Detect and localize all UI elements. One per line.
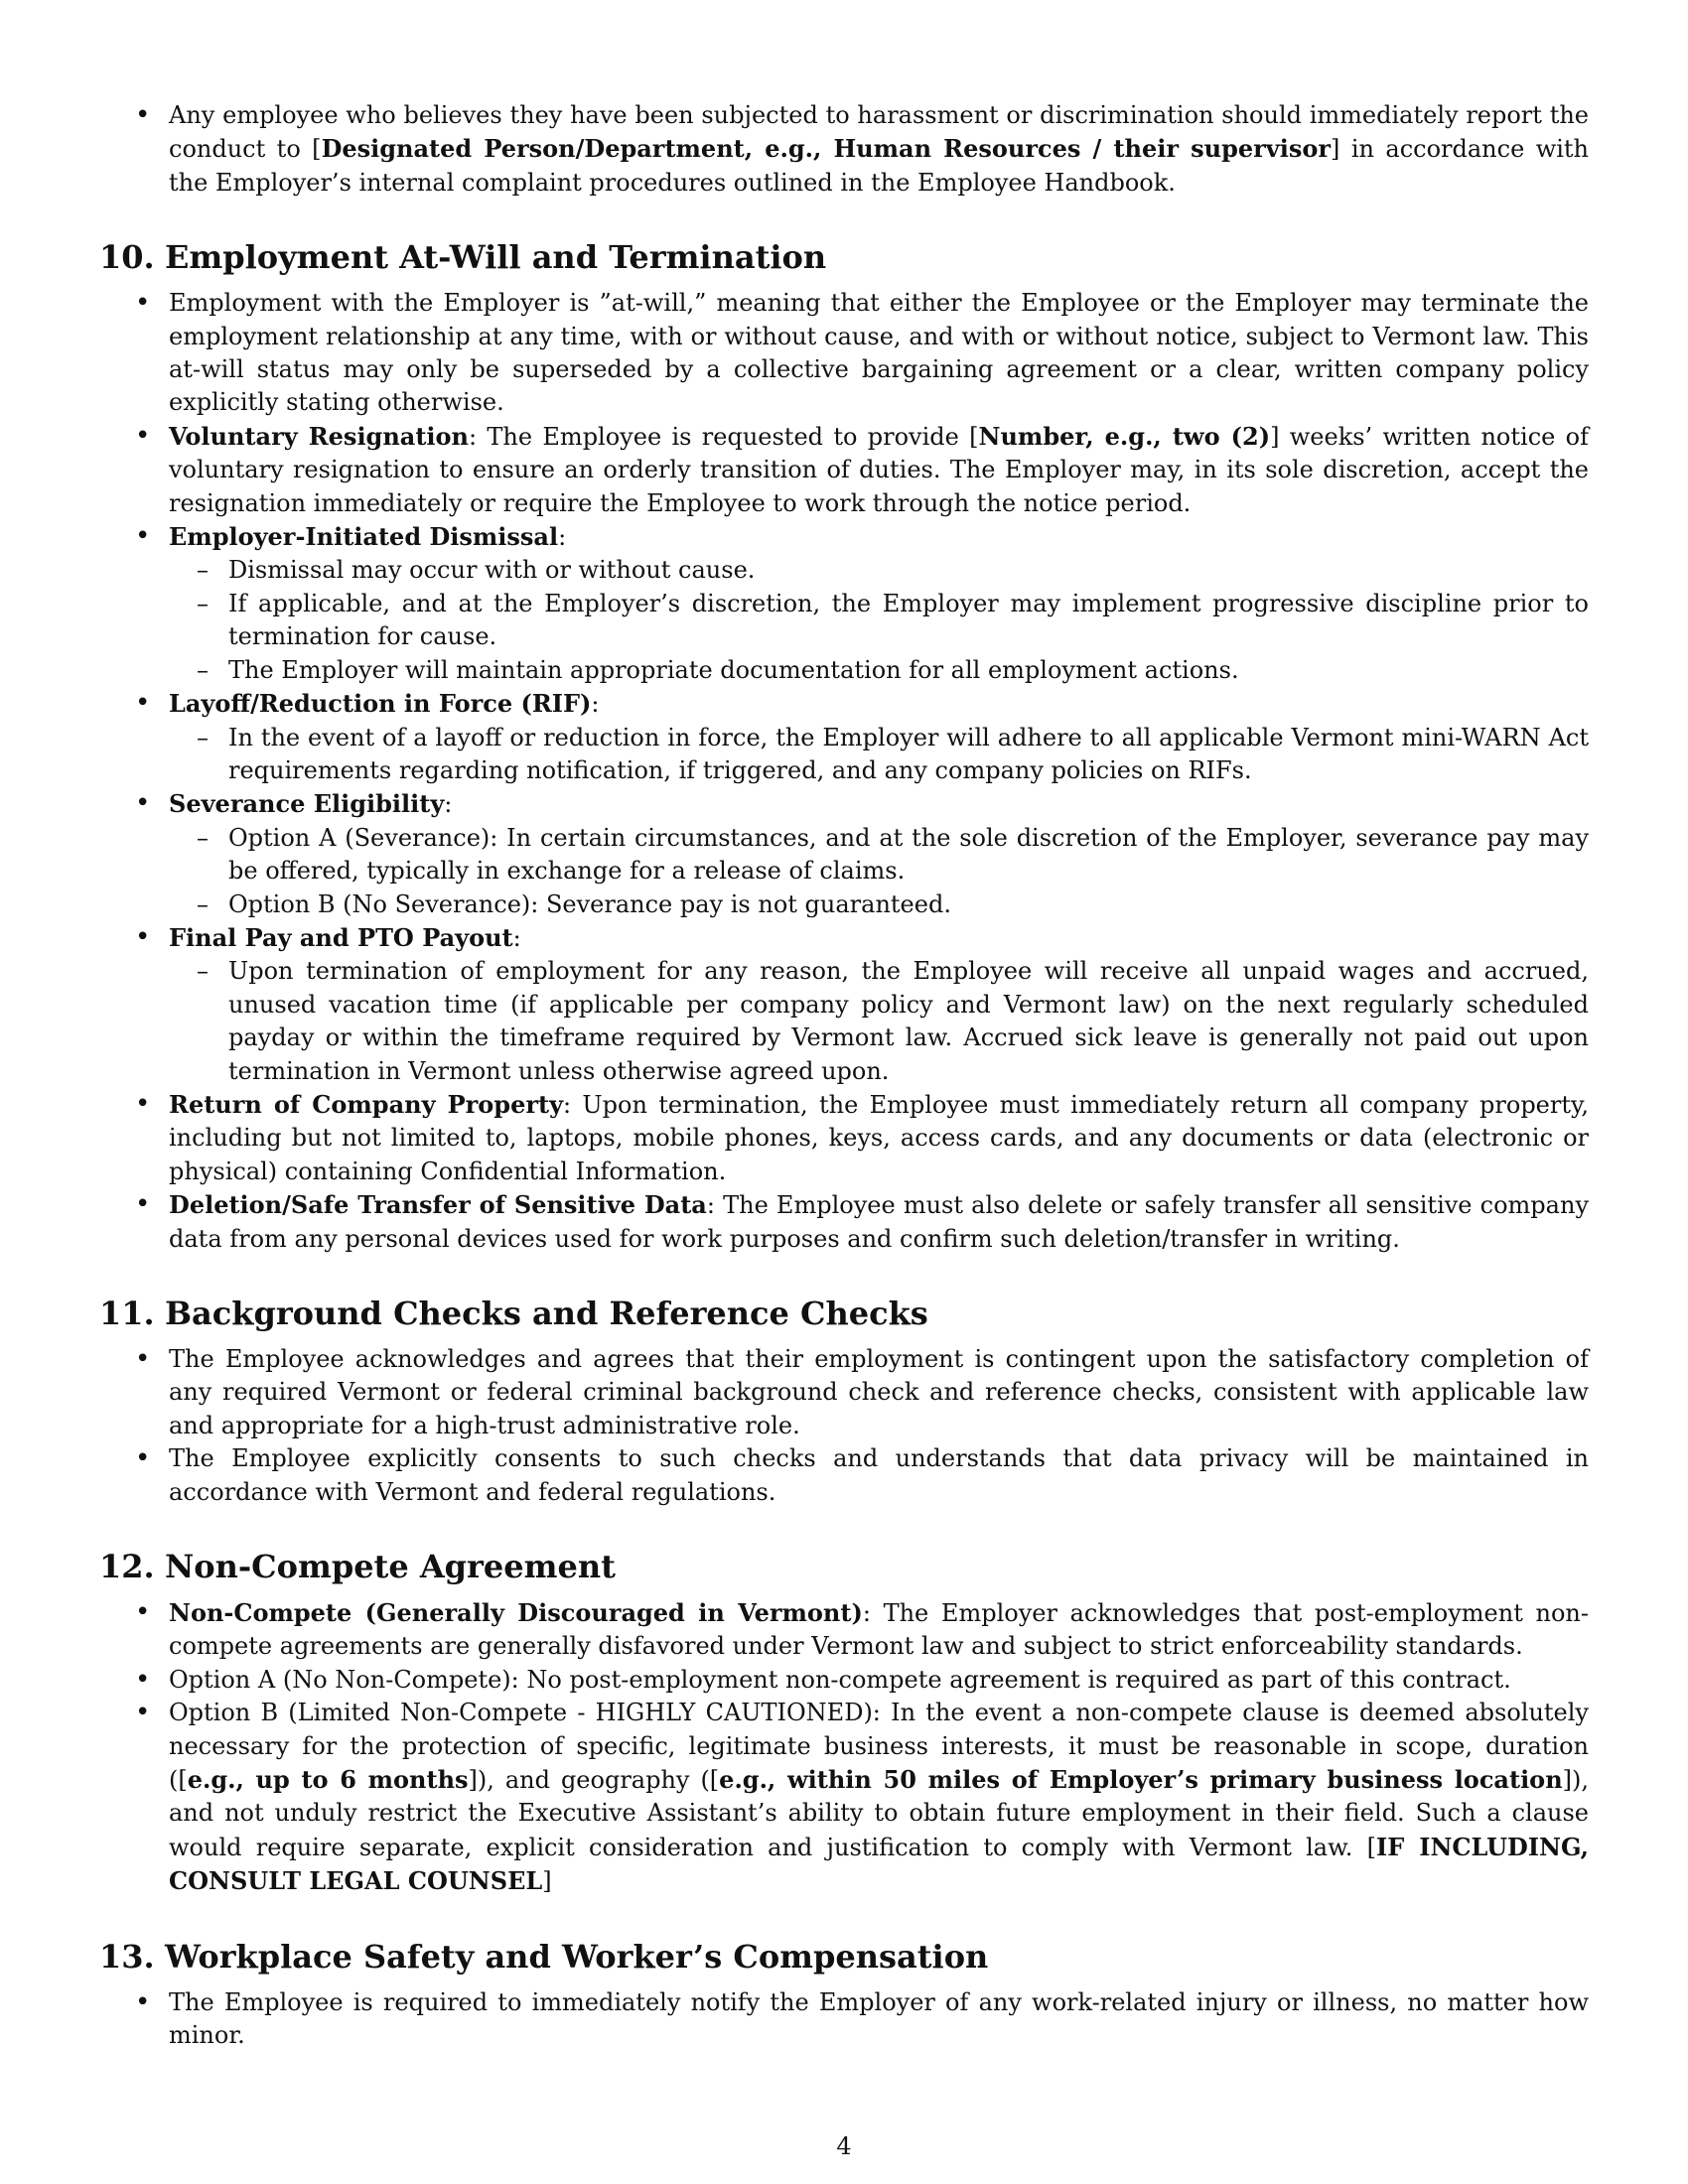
section-10-list: [99, 287, 1589, 1256]
sub-list-item: – Option B (No Severance): Severance pay is not guaranteed.: [169, 888, 1589, 921]
section-11-list: [99, 1343, 1589, 1509]
list-item: [99, 1697, 1589, 1898]
sub-list-item: – Dismissal may occur with or without cause.: [169, 554, 1589, 587]
sub-list: [169, 554, 1589, 687]
text: : The Employee must also delete or safely transfer all sensitive company data from any personal devices used for work purposes and confirm such deletion/transfer in writing.: [169, 1191, 1589, 1253]
text: : Upon termination, the Employee must immediately return all company property, including but not limited to, laptops, mobile phones, keys, access cards, and any documents or data (electronic or physical) containing Confidential Information.: [169, 1090, 1589, 1185]
item-label: Non-Compete (Generally Discouraged in Vermont): [169, 1598, 863, 1628]
item-label: Severance Eligibility: [169, 789, 445, 819]
section-heading-13: [99, 1937, 1589, 1977]
list-item: [99, 921, 1589, 1088]
item-label: Layoff/Reduction in Force (RIF): [169, 689, 592, 719]
placeholder-text: Designated Person/Department, e.g., Human Resources / their supervisor: [321, 134, 1332, 164]
section-number: 10.: [99, 238, 155, 277]
list-item: • Option A (No Non-Compete): No post-employment non-compete agreement is required as part of this contract.: [99, 1664, 1589, 1697]
text: : The Employer acknowledges that post-employment non-compete agreements are generally disfavored under Vermont law and subject to strict enforceability standards.: [169, 1599, 1589, 1661]
section-12-list: [99, 1596, 1589, 1899]
placeholder-text: e.g., up to 6 months: [187, 1765, 469, 1795]
section-title: Background Checks and Reference Checks: [165, 1295, 928, 1332]
page-number: 4: [836, 2132, 852, 2160]
section-number: 12.: [99, 1548, 155, 1586]
placeholder-text: e.g., within 50 miles of Employer’s primary business location: [719, 1765, 1563, 1795]
list-item: [99, 420, 1589, 520]
text: Employment with the Employer is ”at-will,” meaning that either the Employee or the Employer may terminate the employment relationship at any time, with or without cause, and with or without notice, subject to Vermont law. This at-will status may only be superseded by a collective bargaining agreement or a clear, written company policy explicitly stating otherwise.: [169, 289, 1589, 417]
text: ]), and not unduly restrict the Executive Assistant’s ability to obtain future employment in their field. Such a clause would require separate, explicit consideration and justification to comply with Vermont law. [: [169, 1766, 1589, 1861]
list-item: [99, 1088, 1589, 1188]
list-item: • The Employee explicitly consents to such checks and understands that data privacy will be maintained in accordance with Vermont and federal regulations.: [99, 1442, 1589, 1509]
section-number: 11.: [99, 1295, 155, 1332]
section-title: Employment At-Will and Termination: [165, 238, 827, 277]
list-item: [99, 787, 1589, 921]
list-item: [99, 1596, 1589, 1664]
item-label: Return of Company Property: [169, 1089, 564, 1119]
text: :: [444, 790, 453, 819]
text: ] weeks’ written notice of voluntary resignation to ensure an orderly transition of duties. The Employer may, in its sole discretion, accept the resignation immediately or require the Employee to work through the notice period.: [169, 422, 1590, 517]
item-label: Deletion/Safe Transfer of Sensitive Data: [169, 1190, 707, 1220]
list-item: • The Employee acknowledges and agrees that their employment is contingent upon the satisfactory completion of any required Vermont or federal criminal background check and reference checks, consistent with applicable law and appropriate for a high-trust administrative role.: [99, 1343, 1589, 1442]
sub-list-item: – Upon termination of employment for any reason, the Employee will receive all unpaid wages and accrued, unused vacation time (if applicable per company policy and Vermont law) on the next regularly scheduled payday or within the timeframe required by Vermont law. Accrued sick leave is generally not paid out upon termination in Vermont unless otherwise agreed upon.: [169, 955, 1589, 1088]
placeholder-text: IF INCLUDING, CONSULT LEGAL COUNSEL: [169, 1832, 1589, 1896]
section-13-list: [99, 1986, 1589, 2053]
list-item: [99, 99, 1589, 200]
sub-list: [169, 955, 1589, 1088]
section-heading-10: [99, 237, 1589, 277]
list-item: [99, 687, 1589, 787]
list-item: [99, 520, 1589, 687]
list-item: • The Employee is required to immediately notify the Employer of any work-related injury or illness, no matter how minor.: [99, 1986, 1589, 2053]
text: Any employee who believes they have been subjected to harassment or discrimination should immediately report the conduct to [: [169, 101, 1589, 164]
sub-list-item: – The Employer will maintain appropriate documentation for all employment actions.: [169, 654, 1589, 687]
section-heading-11: [99, 1294, 1589, 1333]
section-number: 13.: [99, 1937, 155, 1976]
section-heading-12: [99, 1547, 1589, 1586]
item-label: Final Pay and PTO Payout: [169, 922, 513, 952]
item-label: Voluntary Resignation: [169, 421, 470, 451]
page-content: [99, 99, 1589, 2053]
placeholder-text: Number, e.g., two (2): [978, 421, 1271, 451]
text: : The Employee is requested to provide [: [469, 422, 979, 451]
text: ]), and geography ([: [468, 1766, 720, 1795]
text: Option B (Limited Non-Compete - HIGHLY CAUTIONED): In the event a non-compete clause is deemed absolutely necessary for the protection of specific, legitimate business interests, it must be reasonable in scope, duration ([: [169, 1699, 1589, 1795]
sub-list-item: – Option A (Severance): In certain circumstances, and at the sole discretion of the Employer, severance pay may be offered, typically in exchange for a release of claims.: [169, 822, 1589, 888]
section-title: Non-Compete Agreement: [165, 1548, 616, 1586]
sub-list-item: – If applicable, and at the Employer’s discretion, the Employer may implement progressive discipline prior to termination for cause.: [169, 588, 1589, 654]
list-item: [99, 287, 1589, 420]
sub-list: [169, 722, 1589, 788]
text: :: [512, 923, 521, 952]
sub-list-item: – In the event of a layoff or reduction in force, the Employer will adhere to all applicable Vermont mini-WARN Act requirements regarding notification, if triggered, and any company policies on RIFs.: [169, 722, 1589, 788]
intro-list: [99, 99, 1589, 200]
sub-list: [169, 822, 1589, 921]
text: ]: [542, 1867, 552, 1896]
section-title: Workplace Safety and Worker’s Compensation: [165, 1937, 989, 1976]
item-label: Employer-Initiated Dismissal: [169, 522, 559, 552]
text: :: [558, 523, 567, 552]
text: ] in accordance with the Employer’s internal complaint procedures outlined in the Employee Handbook.: [169, 135, 1590, 197]
list-item: [99, 1188, 1589, 1256]
text: :: [591, 690, 600, 719]
